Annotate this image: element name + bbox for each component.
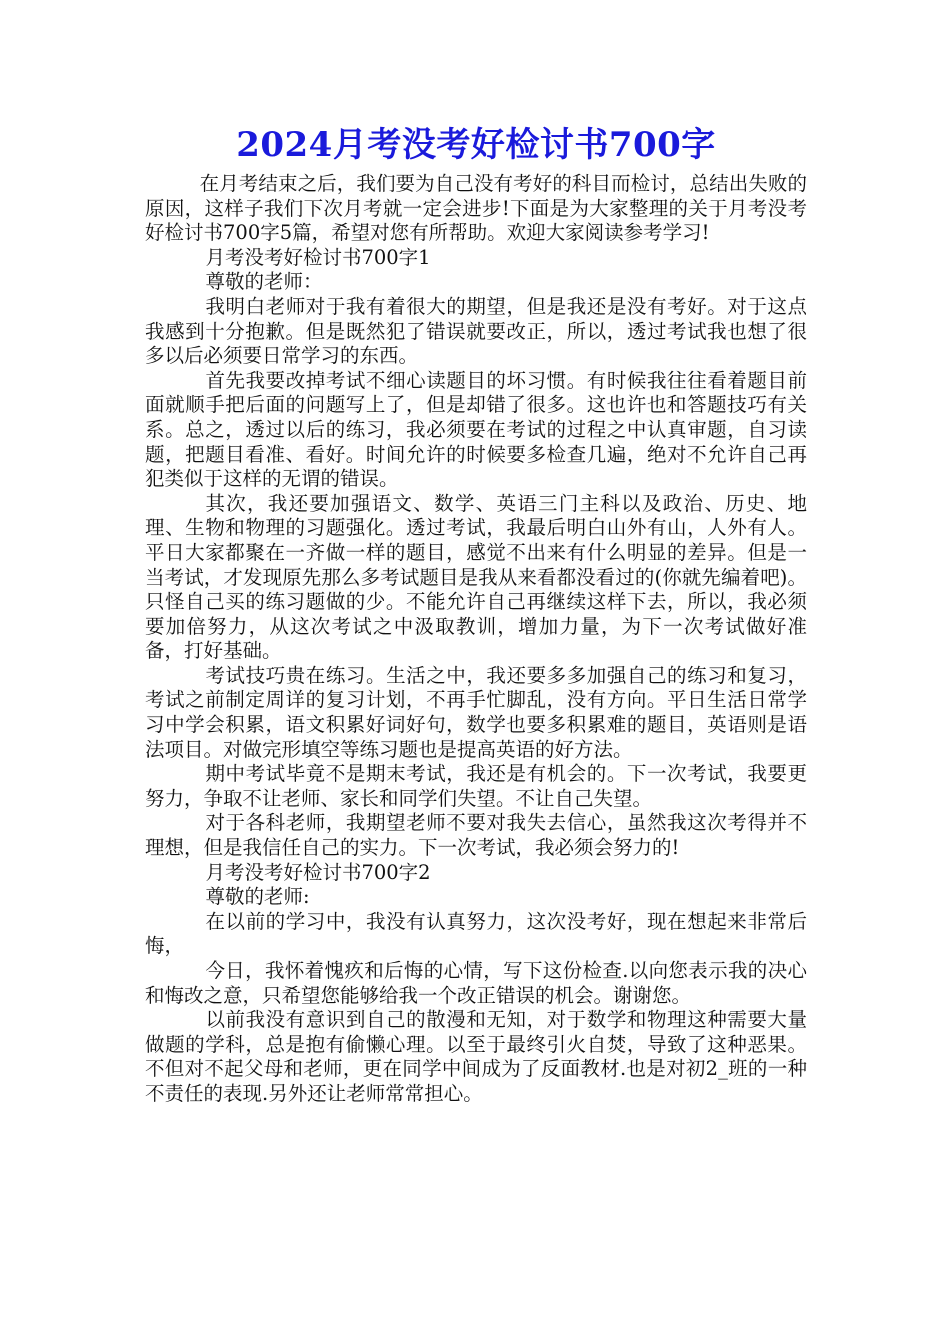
body-paragraph: 首先我要改掉考试不细心读题目的坏习惯。有时候我往往看着题目前面就顺手把后面的问题写上了，但是却错了很多。这也许也和答题技巧有关系。总之，透过以后的练习，我必须要在考试的过程之中认真审题，自习读题，把题目看准、看好。时间允许的时候要多检查几遍，绝对不允许自己再犯类似于这样的无谓的错误。 <box>145 368 807 491</box>
body-paragraph: 其次，我还要加强语文、数学、英语三门主科以及政治、历史、地理、生物和物理的习题强化。透过考试，我最后明白山外有山，人外有人。平日大家都聚在一齐做一样的题目，感觉不出来有什么明显的差异。但是一当考试，才发现原先那么多考试题目是我从来看都没看过的(你就先编着吧)。只怪自己买的练习题做的少。不能允许自己再继续这样下去，所以，我必须要加倍努力，从这次考试之中汲取教训，增加力量，为下一次考试做好准备，打好基础。 <box>145 491 807 663</box>
salutation: 尊敬的老师： <box>205 270 323 294</box>
body-paragraph: 考试技巧贵在练习。生活之中，我还要多多加强自己的练习和复习，考试之前制定周详的复习计划，不再手忙脚乱，没有方向。平日生活日常学习中学会积累，语文积累好词好句，数学也要多积累难的题目，英语则是语法项目。对做完形填空等练习题也是提高英语的好方法。 <box>145 663 807 761</box>
section-heading: 月考没考好检讨书700字1 <box>205 245 431 269</box>
body-paragraph: 我明白老师对于我有着很大的期望，但是我还是没有考好。对于这点我感到十分抱歉。但是既然犯了错误就要改正，所以，透过考试我也想了很多以后必须要日常学习的东西。 <box>145 294 807 368</box>
body-paragraph: 在以前的学习中，我没有认真努力，这次没考好，现在想起来非常后悔， <box>145 909 807 958</box>
document-title: 2024月考没考好检讨书700字 <box>236 125 716 165</box>
document-page <box>145 118 807 1107</box>
intro-paragraph: 在月考结束之后，我们要为自己没有考好的科目而检讨，总结出失败的原因，这样子我们下次月考就一定会进步!下面是为大家整理的关于月考没考好检讨书700字5篇，希望对您有所帮助。欢迎大家阅读参考学习! <box>145 172 807 245</box>
section-heading: 月考没考好检讨书700字2 <box>205 860 431 884</box>
body-paragraph: 今日，我怀着愧疚和后悔的心情，写下这份检查.以向您表示我的决心和悔改之意，只希望您能够给我一个改正错误的机会。谢谢您。 <box>145 959 807 1007</box>
body-paragraph: 以前我没有意识到自己的散漫和无知，对于数学和物理这种需要大量做题的学科，总是抱有偷懒心理。以至于最终引火自焚，导致了这种恶果。不但对不起父母和老师，更在同学中间成为了反面教材.也是对初2_班的一种不责任的表现.另外还让老师常常担心。 <box>145 1008 807 1105</box>
salutation: 尊敬的老师: <box>205 885 310 909</box>
body-paragraph: 对于各科老师，我期望老师不要对我失去信心，虽然我这次考得并不理想，但是我信任自己的实力。下一次考试，我必须会努力的! <box>145 811 807 860</box>
body-paragraph: 期中考试毕竟不是期末考试，我还是有机会的。下一次考试，我要更努力，争取不让老师、家长和同学们失望。不让自己失望。 <box>145 762 807 810</box>
